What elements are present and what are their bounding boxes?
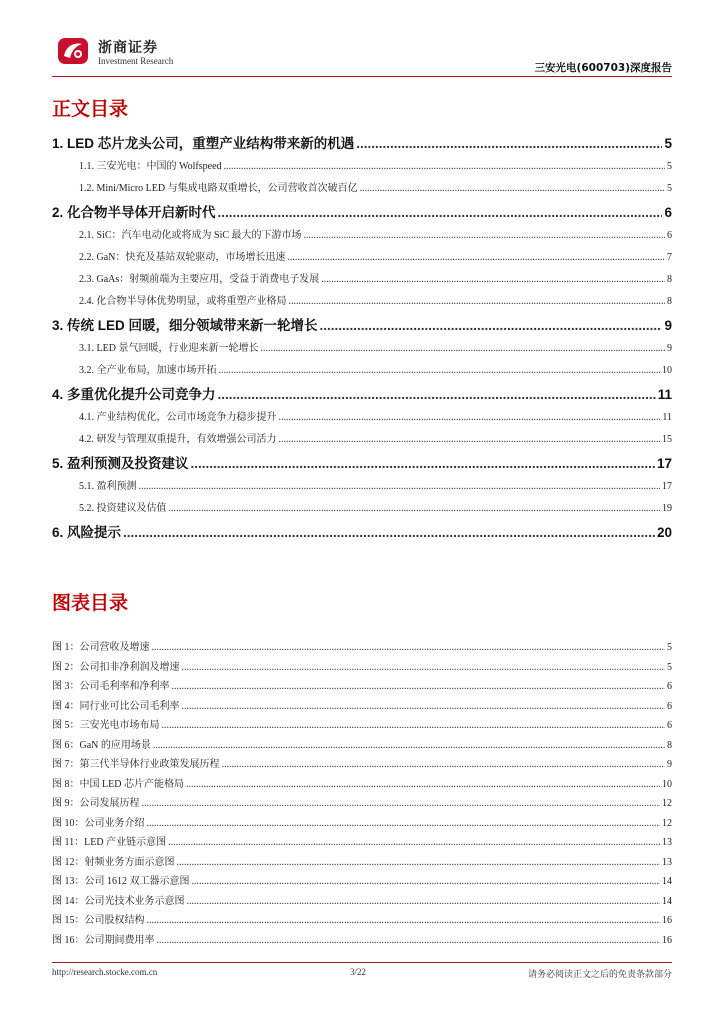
figure-dot-leader	[147, 818, 661, 829]
figure-entry-page: 14	[662, 895, 672, 907]
figure-entry-page: 6	[667, 681, 672, 692]
footer-url-link[interactable]: http://research.stocke.com.cn	[52, 967, 158, 977]
toc-entry-label: 2.3. GaAs：射频前端为主要应用，受益于消费电子发展	[79, 274, 320, 285]
toc-dot-leader	[224, 161, 665, 172]
toc-dot-leader	[321, 274, 665, 285]
figure-entry-label: 图 15：公司股权结构	[52, 915, 145, 926]
figure-dot-leader	[157, 935, 661, 946]
toc-entry-page: 19	[662, 503, 672, 514]
logo-english-name: Investment Research	[98, 56, 174, 66]
figure-list-title: 图表目录	[52, 592, 129, 614]
toc-entry-label: 5.2. 投资建议及估值	[79, 503, 167, 514]
toc-entry-page: 6	[664, 205, 672, 220]
toc-section-entry[interactable]	[79, 408, 672, 423]
figure-dot-leader	[142, 798, 661, 809]
toc-section-entry[interactable]	[79, 339, 672, 354]
toc-entry-page: 17	[662, 481, 672, 492]
figure-dot-leader	[162, 720, 666, 731]
toc-entry-label: 1.2. Mini/Micro LED 与集成电路双重增长，公司营收首次破百亿	[79, 183, 358, 194]
footer-divider	[52, 962, 672, 963]
toc-dot-leader	[279, 434, 661, 445]
figure-dot-leader	[152, 642, 666, 653]
toc-entry-label: 5. 盈利预测及投资建议	[52, 456, 189, 471]
toc-dot-leader	[289, 296, 666, 307]
figure-dot-leader	[153, 740, 665, 751]
figure-list-entry[interactable]	[52, 892, 672, 907]
toc-entry-label: 5.1. 盈利预测	[79, 481, 137, 492]
figure-entry-label: 图 11：LED 产业链示意图	[52, 837, 167, 848]
toc-dot-leader	[356, 136, 662, 151]
figure-entry-page: 12	[662, 798, 672, 809]
figure-entry-page: 10	[662, 778, 672, 790]
toc-entry-label: 3. 传统 LED 回暖，细分领域带来新一轮增长	[52, 318, 318, 333]
figure-dot-leader	[147, 915, 661, 926]
toc-dot-leader	[169, 503, 661, 514]
toc-entry-page: 20	[656, 525, 672, 540]
figure-entry-page: 16	[662, 915, 672, 926]
figure-entry-label: 图 13：公司 1612 双工器示意图	[52, 876, 190, 887]
figure-list-entry[interactable]	[52, 794, 672, 809]
toc-dot-leader	[123, 525, 655, 540]
toc-section-entry[interactable]	[79, 157, 672, 172]
toc-entry-page: 8	[667, 274, 672, 285]
figure-entry-label: 图 7：第三代半导体行业政策发展历程	[52, 759, 220, 770]
toc-entry-label: 6. 风险提示	[52, 525, 122, 540]
figure-list-entry[interactable]	[52, 677, 672, 692]
toc-entry-label: 4.1. 产业结构优化，公司市场竞争力稳步提升	[79, 412, 277, 423]
toc-chapter-entry[interactable]	[52, 201, 672, 221]
figure-entry-label: 图 6：GaN 的应用场景	[52, 739, 151, 751]
figure-list-entry[interactable]	[52, 833, 672, 848]
figure-dot-leader	[168, 837, 660, 848]
figure-list-entry[interactable]	[52, 931, 672, 946]
toc-entry-page: 15	[662, 434, 672, 445]
figure-list-entry[interactable]	[52, 755, 672, 770]
figure-entry-page: 8	[667, 739, 672, 751]
figure-dot-leader	[177, 857, 661, 868]
figure-dot-leader	[172, 681, 666, 692]
toc-section-entry[interactable]	[79, 292, 672, 307]
figure-dot-leader	[182, 701, 666, 712]
figure-list-entry[interactable]	[52, 775, 672, 790]
figure-entry-label: 图 14：公司光技术业务示意图	[52, 895, 185, 907]
toc-chapter-entry[interactable]	[52, 383, 672, 403]
toc-entry-page: 5	[667, 183, 672, 194]
toc-section-entry[interactable]	[79, 477, 672, 492]
toc-dot-leader	[304, 230, 665, 241]
figure-entry-label: 图 16：公司期间费用率	[52, 934, 155, 946]
toc-section-entry[interactable]	[79, 270, 672, 285]
toc-dot-leader	[219, 365, 661, 376]
figure-entry-page: 13	[662, 856, 672, 868]
toc-entry-label: 4.2. 研发与管理双重提升，有效增强公司活力	[79, 434, 277, 445]
report-title: 三安光电(600703)深度报告	[534, 62, 672, 74]
figure-dot-leader	[182, 662, 666, 673]
figure-list-entry[interactable]	[52, 911, 672, 926]
toc-dot-leader	[260, 343, 665, 354]
toc-entry-label: 3.2. 全产业布局，加速市场开拓	[79, 365, 217, 376]
toc-entry-label: 2. 化合物半导体开启新时代	[52, 205, 216, 220]
figure-dot-leader	[186, 779, 660, 790]
toc-entry-page: 17	[656, 456, 672, 471]
toc-entry-page: 5	[667, 161, 672, 172]
toc-dot-leader	[360, 183, 665, 194]
company-logo-icon	[56, 34, 90, 68]
toc-entry-page: 9	[664, 318, 672, 333]
figure-entry-label: 图 1：公司营收及增速	[52, 642, 150, 653]
toc-section-entry[interactable]	[79, 226, 672, 241]
toc-chapter-entry[interactable]	[52, 314, 672, 334]
toc-section-entry[interactable]	[79, 248, 672, 263]
figure-list-entry[interactable]	[52, 638, 672, 653]
figure-entry-page: 13	[662, 837, 672, 848]
toc-section-entry[interactable]	[79, 179, 672, 194]
toc-dot-leader	[320, 318, 663, 333]
figure-entry-page: 9	[667, 759, 672, 770]
figure-list-entry[interactable]	[52, 716, 672, 731]
toc-entry-page: 8	[667, 296, 672, 307]
toc-chapter-entry[interactable]	[52, 521, 672, 541]
figure-entry-page: 6	[667, 700, 672, 712]
figure-list-entry[interactable]	[52, 736, 672, 751]
figure-entry-page: 6	[667, 720, 672, 731]
page-indicator: 3/22	[350, 967, 367, 977]
figure-entry-page: 12	[662, 817, 672, 829]
toc-chapter-entry[interactable]	[52, 452, 672, 472]
toc-entry-label: 4. 多重优化提升公司竞争力	[52, 387, 216, 402]
figure-list-entry[interactable]	[52, 697, 672, 712]
figure-entry-page: 14	[662, 876, 672, 887]
figure-entry-page: 5	[667, 661, 672, 673]
figure-entry-label: 图 2：公司扣非净利润及增速	[52, 661, 180, 673]
figure-entry-label: 图 3：公司毛利率和净利率	[52, 681, 170, 692]
figure-entry-page: 16	[662, 934, 672, 946]
figure-entry-label: 图 12：射频业务方面示意图	[52, 856, 175, 868]
toc-section-entry[interactable]	[79, 361, 672, 376]
figure-list-entry[interactable]	[52, 814, 672, 829]
toc-entry-label: 2.1. SiC：汽车电动化或将成为 SiC 最大的下游市场	[79, 230, 302, 241]
toc-entry-label: 3.1. LED 景气回暖，行业迎来新一轮增长	[79, 343, 259, 354]
toc-dot-leader	[287, 252, 665, 263]
toc-entry-label: 2.4. 化合物半导体优势明显，或将重塑产业格局	[79, 296, 287, 307]
toc-entry-label: 2.2. GaN：快充及基站双轮驱动，市场增长迅速	[79, 252, 286, 263]
toc-section-entry[interactable]	[79, 430, 672, 445]
toc-dot-leader	[191, 456, 655, 471]
toc-entry-page: 5	[664, 136, 672, 151]
figure-entry-page: 5	[667, 642, 672, 653]
figure-entry-label: 图 9：公司发展历程	[52, 798, 140, 809]
toc-dot-leader	[279, 412, 661, 423]
toc-dot-leader	[218, 387, 656, 402]
toc-dot-leader	[139, 481, 661, 492]
figure-list-entry[interactable]	[52, 872, 672, 887]
figure-entry-label: 图 10：公司业务介绍	[52, 817, 145, 829]
toc-entry-page: 7	[667, 252, 672, 263]
figure-dot-leader	[187, 896, 661, 907]
toc-entry-page: 10	[662, 365, 672, 376]
toc-dot-leader	[218, 205, 663, 220]
toc-chapter-entry[interactable]	[52, 132, 672, 152]
toc-title: 正文目录	[52, 98, 129, 120]
figure-entry-label: 图 5：三安光电市场布局	[52, 720, 160, 731]
toc-entry-page: 6	[667, 230, 672, 241]
header-divider	[52, 76, 672, 77]
footer-disclaimer: 请务必阅读正文之后的免责条款部分	[527, 969, 672, 979]
toc-entry-page: 11	[657, 387, 672, 402]
toc-entry-page: 11	[662, 412, 672, 423]
toc-entry-label: 1.1. 三安光电：中国的 Wolfspeed	[79, 161, 222, 172]
toc-entry-label: 1. LED 芯片龙头公司，重塑产业结构带来新的机遇	[52, 136, 355, 151]
figure-list-entry[interactable]	[52, 658, 672, 673]
figure-entry-label: 图 8：中国 LED 芯片产能格局	[52, 778, 184, 790]
figure-dot-leader	[192, 876, 661, 887]
page-header	[52, 33, 672, 77]
figure-entry-label: 图 4：同行业可比公司毛利率	[52, 700, 180, 712]
logo-chinese-name: 浙商证券	[98, 40, 158, 56]
figure-dot-leader	[222, 759, 666, 770]
figure-list-entry[interactable]	[52, 853, 672, 868]
toc-section-entry[interactable]	[79, 499, 672, 514]
toc-entry-page: 9	[667, 343, 672, 354]
